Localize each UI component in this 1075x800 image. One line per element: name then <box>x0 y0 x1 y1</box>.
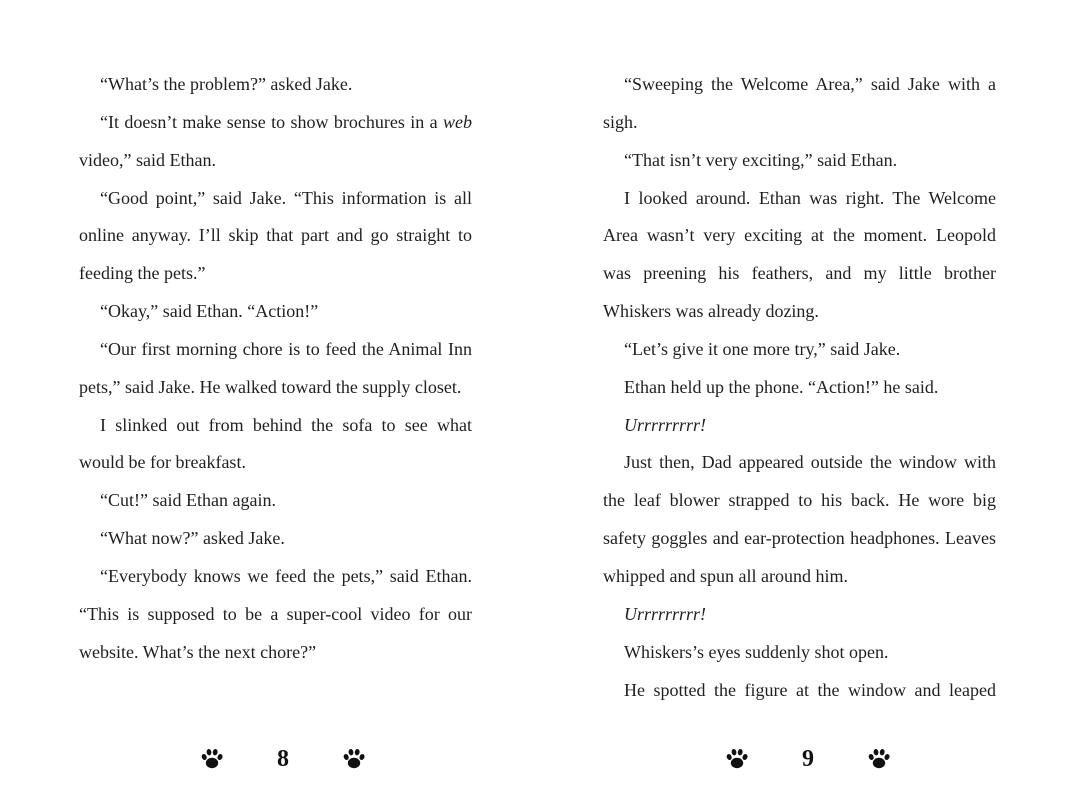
page-footer <box>200 744 366 774</box>
paragraph: I slinked out from behind the sofa to see what would be for breakfast. <box>79 414 472 473</box>
paragraph: “Okay,” said Ethan. “Action!” <box>100 301 319 322</box>
left-page <box>0 0 537 800</box>
paragraph: “Good point,” said Jake. “This information is all online anyway. I’ll skip that part and go straight to feeding the pets.” <box>79 187 472 284</box>
page-number: 8 <box>277 745 289 772</box>
paw-print-icon <box>200 747 224 771</box>
left-page-text <box>79 66 472 672</box>
paragraph: Ethan held up the phone. “Action!” he said. <box>624 376 939 397</box>
paragraph: “What now?” asked Jake. <box>100 528 285 549</box>
paw-print-icon <box>342 747 366 771</box>
paw-print-icon <box>725 747 749 771</box>
paragraph: “Let’s give it one more try,” said Jake. <box>624 338 901 359</box>
sound-effect: Urrrrrrrrr! <box>624 414 707 435</box>
paragraph-text: video,” said Ethan. <box>79 149 216 170</box>
italic-word: web <box>443 111 472 132</box>
paragraph: He spotted the figure at the window and leaped <box>624 679 996 700</box>
paragraph: “Sweeping the Welcome Area,” said Jake with a sigh. <box>603 74 996 132</box>
paragraph: I looked around. Ethan was right. The Welcome Area wasn’t very exciting at the moment. Leopold was preening his feathers, and my little brother Whiskers was already dozing. <box>603 187 996 322</box>
paragraph: “Everybody knows we feed the pets,” said Ethan. “This is supposed to be a super-cool video for our website. What’s the next chore?” <box>79 565 472 662</box>
paragraph: “Our first morning chore is to feed the Animal Inn pets,” said Jake. He walked toward the supply closet. <box>79 338 472 397</box>
paragraph-text: “It doesn’t make sense to show brochures in a <box>100 111 443 132</box>
paragraph: “That isn’t very exciting,” said Ethan. <box>624 149 898 170</box>
paragraph: Just then, Dad appeared outside the window with the leaf blower strapped to his back. He wore big safety goggles and ear-protection headphones. Leaves whipped and spun all around him. <box>603 452 996 586</box>
page-number: 9 <box>802 745 814 772</box>
paragraph: “Cut!” said Ethan again. <box>100 490 276 511</box>
paragraph <box>79 104 472 180</box>
sound-effect: Urrrrrrrrr! <box>624 603 707 624</box>
paragraph: “What’s the problem?” asked Jake. <box>100 74 353 94</box>
paragraph: Whiskers’s eyes suddenly shot open. <box>624 641 889 662</box>
right-page <box>537 0 1075 800</box>
page-footer <box>725 744 891 774</box>
right-page-text <box>603 66 996 709</box>
paw-print-icon <box>867 747 891 771</box>
